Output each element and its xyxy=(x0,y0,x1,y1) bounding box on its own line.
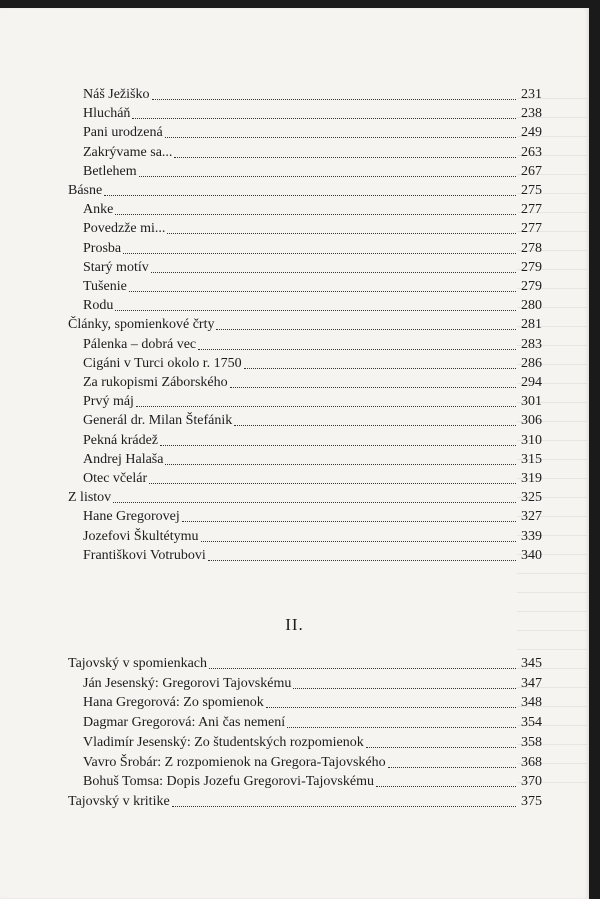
toc-entry-page: 263 xyxy=(521,144,542,160)
toc-entry-title: Ján Jesenský: Gregorovi Tajovskému xyxy=(83,675,292,691)
toc-entry xyxy=(68,180,542,199)
toc-entry xyxy=(83,295,542,314)
dot-leader xyxy=(115,214,516,215)
toc-entry-title: Za rukopismi Záborského xyxy=(83,375,228,390)
toc-entry-title: Pani urodzená xyxy=(83,125,163,141)
dot-leader xyxy=(104,195,516,196)
toc-entry xyxy=(83,391,542,410)
toc-entry-page: 301 xyxy=(521,394,542,410)
dot-leader xyxy=(266,707,516,708)
toc-entry-page: 345 xyxy=(521,656,542,671)
dot-leader xyxy=(388,767,516,768)
dot-leader xyxy=(201,541,517,542)
toc-entry xyxy=(83,257,542,276)
toc-entry xyxy=(83,771,542,790)
toc-entry-title: Rodu xyxy=(83,298,114,314)
toc-entry-page: 238 xyxy=(521,106,542,122)
toc-entry-title: Betlehem xyxy=(83,163,137,179)
toc-entry-title: Tušenie xyxy=(83,279,127,294)
dot-leader xyxy=(167,233,516,234)
toc-entry xyxy=(68,791,542,810)
dot-leader xyxy=(123,253,516,254)
toc-entry xyxy=(83,506,542,525)
toc-entry-page: 347 xyxy=(521,675,542,691)
dot-leader xyxy=(165,137,516,138)
dot-leader xyxy=(136,406,516,407)
dot-leader xyxy=(198,349,516,350)
toc-entry xyxy=(68,487,542,506)
dot-leader xyxy=(165,464,516,465)
dot-leader xyxy=(132,118,516,119)
dot-leader xyxy=(230,387,516,388)
dot-leader xyxy=(293,688,516,689)
book-page xyxy=(0,8,589,899)
toc-entry xyxy=(83,410,542,429)
dot-leader xyxy=(149,483,516,484)
dot-leader xyxy=(113,502,516,503)
toc-entry xyxy=(83,545,542,564)
toc-entry xyxy=(83,122,542,141)
toc-entry-page: 249 xyxy=(521,125,542,141)
toc-entry-title: Hlucháň xyxy=(83,106,131,122)
toc-entry-page: 279 xyxy=(521,259,542,275)
toc-entry-title: Andrej Halaša xyxy=(83,451,164,467)
toc-entry-title: Františkovi Votrubovi xyxy=(83,547,206,563)
toc-entry-page: 294 xyxy=(521,375,542,390)
dot-leader xyxy=(287,727,516,728)
toc-entry xyxy=(83,199,542,218)
toc-entry-title: Prosba xyxy=(83,240,122,256)
toc-entry-page: 281 xyxy=(521,317,542,333)
dot-leader xyxy=(209,668,516,669)
toc-entry-page: 327 xyxy=(521,509,542,525)
toc-entry xyxy=(83,468,542,487)
toc-entry-title: Jozefovi Škultétymu xyxy=(83,528,199,544)
dot-leader xyxy=(115,310,516,311)
dot-leader xyxy=(172,806,516,807)
toc-entry xyxy=(83,238,542,257)
toc-entry-page: 277 xyxy=(521,221,542,237)
toc-entry-title: Anke xyxy=(83,202,114,218)
toc-entry-page: 370 xyxy=(521,774,542,790)
toc-entry-title: Vladimír Jesenský: Zo študentských rozpomienok xyxy=(83,734,364,750)
toc-entry-title: Zakrývame sa... xyxy=(83,144,173,160)
toc-entry-page: 348 xyxy=(521,695,542,711)
toc-entry xyxy=(83,526,542,545)
toc-entry-title: Prvý máj xyxy=(83,394,134,410)
toc-entry-title: Bohuš Tomsa: Dopis Jozefu Gregorovi-Tajovskému xyxy=(83,774,374,790)
toc-entry-title: Pekná krádež xyxy=(83,432,159,448)
toc-entry xyxy=(83,449,542,468)
toc-entry-page: 280 xyxy=(521,298,542,314)
toc-entry-page: 286 xyxy=(521,355,542,371)
toc-entry-page: 368 xyxy=(521,754,542,770)
toc-entry-page: 340 xyxy=(521,547,542,563)
toc-entry xyxy=(83,334,542,353)
toc-entry-title: Tajovský v spomienkach xyxy=(68,656,207,671)
toc-entry-page: 315 xyxy=(521,451,542,467)
dot-leader xyxy=(208,560,516,561)
dot-leader xyxy=(234,425,516,426)
toc-entry-title: Cigáni v Turci okolo r. 1750 xyxy=(83,355,242,371)
toc-entry xyxy=(83,430,542,449)
toc-entry-title: Starý motív xyxy=(83,259,149,275)
toc-entry-page: 275 xyxy=(521,183,542,198)
toc-entry-page: 375 xyxy=(521,793,542,809)
toc-entry-page: 278 xyxy=(521,240,542,256)
toc-entry xyxy=(83,142,542,161)
toc-entry-page: 354 xyxy=(521,715,542,731)
toc-entry-page: 277 xyxy=(521,202,542,218)
toc-entry-title: Generál dr. Milan Štefánik xyxy=(83,413,233,429)
toc-entry-page: 267 xyxy=(521,163,542,179)
toc-entry xyxy=(83,84,542,103)
dot-leader xyxy=(160,445,516,446)
toc-entry-page: 279 xyxy=(521,279,542,294)
toc-entry xyxy=(83,372,542,391)
toc-entry-page: 358 xyxy=(521,734,542,750)
toc-entry-title: Hane Gregorovej xyxy=(83,509,180,525)
toc-entry xyxy=(83,732,542,751)
toc-entry-title: Pálenka – dobrá vec xyxy=(83,336,197,352)
toc-entry-title: Básne xyxy=(68,183,103,198)
toc-entry xyxy=(83,692,542,711)
toc-entry-title: Dagmar Gregorová: Ani čas nemení xyxy=(83,715,286,731)
toc-entry xyxy=(83,161,542,180)
toc-entry xyxy=(83,353,542,372)
dot-leader xyxy=(151,272,516,273)
toc-entry-title: Články, spomienkové črty xyxy=(68,317,215,333)
toc-entry-page: 339 xyxy=(521,528,542,544)
toc-entry-title: Hana Gregorová: Zo spomienok xyxy=(83,695,264,711)
toc-entry-page: 283 xyxy=(521,336,542,352)
dot-leader xyxy=(366,747,516,748)
toc-entry-title: Vavro Šrobár: Z rozpomienok na Gregora-Tajovského xyxy=(83,754,386,770)
toc-entry-page: 319 xyxy=(521,471,542,486)
toc-entry-page: 325 xyxy=(521,490,542,506)
toc-entry xyxy=(83,752,542,771)
toc-entry-title: Povedzže mi... xyxy=(83,221,166,237)
dot-leader xyxy=(152,99,517,100)
toc-entry xyxy=(68,653,542,672)
section-heading: II. xyxy=(285,615,304,634)
dot-leader xyxy=(182,521,516,522)
dot-leader xyxy=(129,291,516,292)
toc-entry xyxy=(68,314,542,333)
toc-entry-page: 306 xyxy=(521,413,542,429)
dot-leader xyxy=(244,368,516,369)
toc-entry-title: Z listov xyxy=(68,490,112,506)
toc-entry xyxy=(83,673,542,692)
toc-entry-title: Náš Ježiško xyxy=(83,87,150,102)
dot-leader xyxy=(216,329,516,330)
toc-entry-page: 310 xyxy=(521,432,542,448)
toc-entry xyxy=(83,218,542,237)
toc-entry-title: Tajovský v kritike xyxy=(68,793,170,809)
toc-entry-title: Otec včelár xyxy=(83,471,148,486)
dot-leader xyxy=(139,176,516,177)
toc-entry xyxy=(83,103,542,122)
toc-entry-page: 231 xyxy=(521,87,542,102)
dot-leader xyxy=(174,157,516,158)
toc-entry xyxy=(83,276,542,295)
dot-leader xyxy=(376,786,516,787)
toc-entry xyxy=(83,712,542,731)
